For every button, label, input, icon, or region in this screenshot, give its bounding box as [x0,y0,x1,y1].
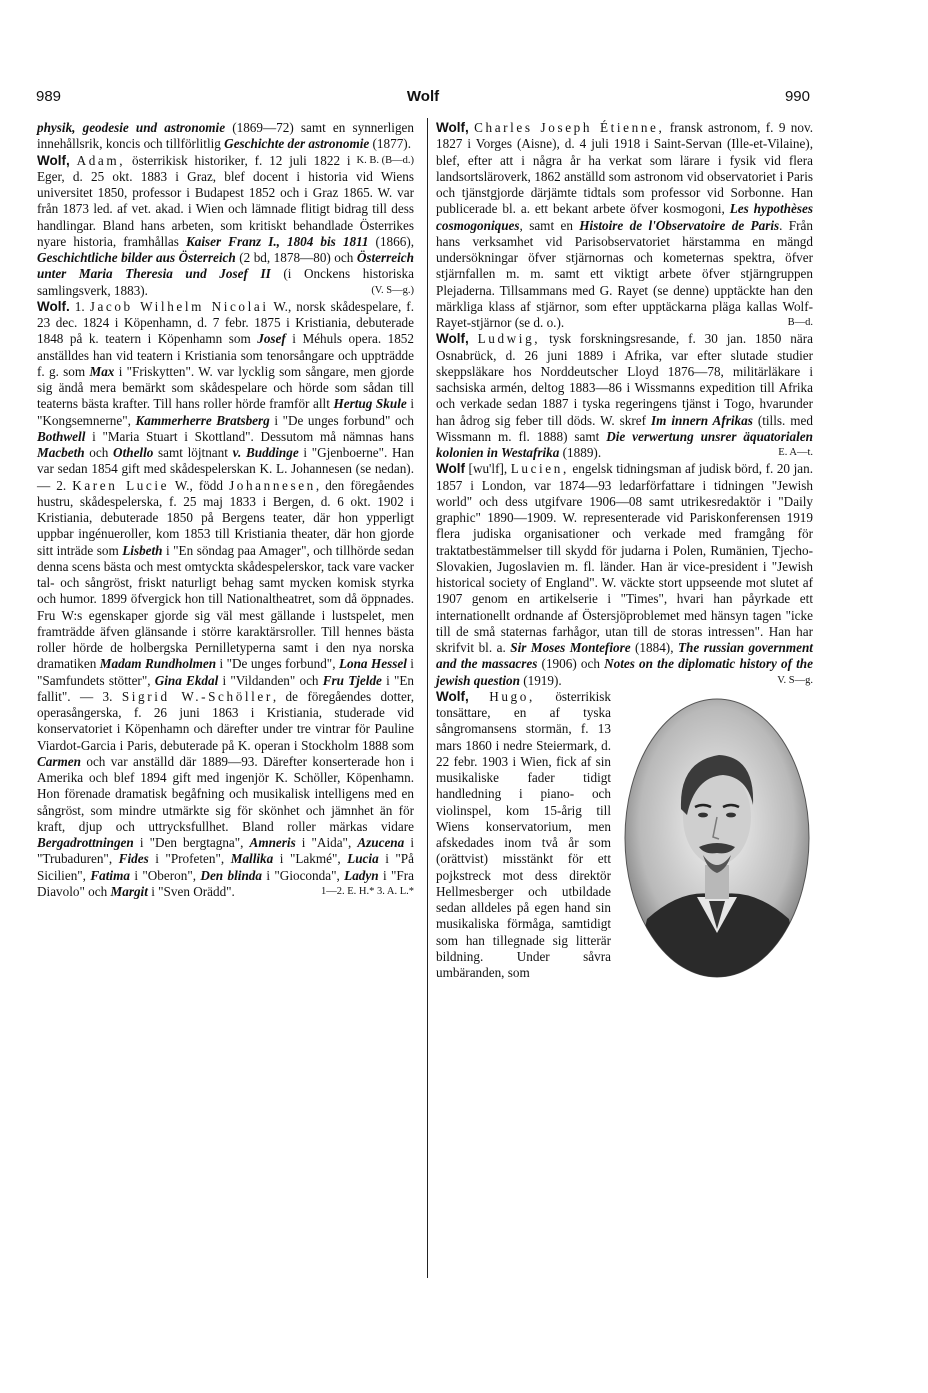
author-signature: V. S—g. [777,674,813,686]
role-italic: Othello [113,445,154,460]
role-italic: Den blinda [200,867,262,883]
entry-text: österrikisk historiker, f. 12 juli 1822 i Eger, d. 25 okt. 1883 i Graz, blef docent i historia vid Wiens universitet 1850, professor i Budapest 1852 och i Graz 1865. W. var från 1873 led. af vet. akad. i Wien och lämnade flitigt bidrag till dess handlingar. Bland hans arbeten, som kritiskt behandlade Österrikes nyare historia, framhållas [37,152,414,249]
entry-text: i "De unges forbund" och [269,412,414,428]
entry-text: i "Kongsemnerne", [37,396,414,428]
entry-text: i "Samfundets stötter", [37,656,414,688]
person-name: Charles Joseph Étienne, [474,120,665,135]
headword: Wolf, [37,152,70,168]
role-italic: v. Buddinge [232,445,299,460]
role-italic: Hertug Skule [333,396,407,412]
author-signature: K. B. (B—d.) [356,154,414,166]
role-italic: Azucena [357,835,405,850]
left-column [37,120,414,900]
role-italic: Fatima [90,867,130,883]
entry-text: i "Vildanden" och [218,672,323,688]
headword: Wolf, [436,120,469,135]
page-header [36,88,810,108]
title-italic: The russian government and the massacres [436,640,813,672]
role-italic: Lucia [347,851,379,867]
title-italic: physik, geodesie und astronomie [37,120,226,135]
title-italic: Die verwertung unsrer äquatorialen kolonien in Westafrika [436,428,813,460]
entry-text: i "Lakmé", [273,851,348,867]
role-italic: Bothwell [37,428,86,444]
entry-text: i "Profeten", [148,851,231,867]
person-name: Ludwig, [477,331,541,347]
entry-ludwig-wolf [436,331,813,461]
role-italic: Max [89,363,115,379]
role-italic: Macbeth [37,445,85,460]
person-name: Johannesen [229,477,316,493]
entry-text: i "Aida", [295,835,358,850]
portrait-illustration [623,697,811,979]
entry-text: (1866), [368,233,415,249]
person-name: Lucien, [510,461,569,477]
headword: Wolf [436,461,465,477]
role-italic: Bergadrottningen [37,835,134,850]
headword: Wolf. [37,298,70,314]
person-name: Adam, [76,152,126,168]
entry-text: (tills. med Wissmann m. fl. 1888) samt [436,412,814,444]
entry-text: i "En fallit". — 3. [37,672,414,704]
portrait-image [619,695,815,982]
role-italic: Ladyn [344,867,379,883]
running-title: Wolf [406,88,440,105]
entry-text: fransk astronom, f. 9 nov. 1827 i Vorges (Aisne), d. 4 juli 1918 i Saint-Servan (Ille-et-Vilaine), blef, efter att i några år ha verkat som lärare i fysik vid flera landsortsläroverk, 1862 anställd som astronom vid observatoriet i Paris och tjänstgjorde därjämte tidtals som professor vid Sorbonne. Han publicerade bl. a. ett bekant arbete öfver kosmogoni, [436,120,814,217]
entry-text: , de föregåendes dotter, operasångerska, f. 26 juni 1863 i Kristiania, studerade vid konservatoriet i Köpenhamn och därefter under tre vintrar för Pauline Viardot-Garcia i Paris, debuterade på K. operan i Stockholm 1888 som [37,688,414,753]
author-signature: B—d. [787,317,813,328]
person-name: Hugo, [489,688,535,704]
title-italic: Sir Moses Montefiore [510,640,631,655]
entry-text: (1906) och [537,656,605,672]
role-italic: Madam Rundholmen [99,656,217,672]
person-name: Sigrid W.-Schöller [121,688,273,704]
entry-text: i "Gioconda", [261,867,345,883]
entry-text: i "På Sicilien", [37,851,414,883]
entry-text: i "En söndag paa Amager", och tillhörde sedan denna scens bästa och mest omtyckta skådespelerskor, tack vare vacker tal- och sångröst, friskt naturligt behag samt mycken komisk styrka och humor. 1899 öfvergick hon till Nationaltheatret, som då öppnades. Fru W:s egenskaper gjorde sig väl mest gällande i lustspelet, men framträdde äfven glänsande i större karaktärsroller. Till hennes bästa roller hörde de holbergska Pernilletyperna samt i den nya norska dramatiken [37,542,415,672]
entry-text: i "Trubaduren", [37,835,414,867]
role-italic: Josef [257,331,286,347]
entry-text: i Méhuls opera. 1852 anställdes han vid teatern i Kristiania som tenorsångare och uppträdde f. g. som [37,331,414,379]
title-italic: Les hypothèses cosmogoniques [436,201,813,233]
entry-hugo-wolf [436,689,813,982]
entry-text: i "De unges forbund", [216,656,339,672]
title-italic: Histoire de l'Observatoire de Paris [579,217,780,233]
entry-text: (1884), [630,640,678,655]
entry-text: och [84,445,114,460]
role-italic: Lona Hessel [338,656,407,672]
right-column [436,120,813,984]
author-signature: 1—2. E. H.* 3. A. L.* [320,885,414,897]
entry-text: och var anställd där 1889—93. Därefter konserterade hon i Amerika och blef 1894 gift med ingenjör K. Schöller, Köpenhamn. Hon förenade dramatisk begåfning och musikalisk intelligens med en sångröst, som mindre utmärkte sig för skönhet och jämnhet än för kraft, djup och uttrycksfullhet. Bland roller märkas vidare [37,753,414,834]
entry-text: 1. [69,298,90,314]
title-italic: Österreich unter Maria Theresia und Josef II [37,250,414,282]
entry-text: i "Maria Stuart i Skottland". Dessutom må nämnas hans [85,428,414,444]
entry-text: , den föregåendes hustru, skådespelerska, f. 25 maj 1833 i Bergen, d. 6 okt. 1902 i Kristiania, debuterade 1850 på Bergens teater, där hon ypperligt uppbar ingénueroller, kom 1853 till Kristiania theater, där hon gjorde sitt inträde som [37,477,415,558]
entry-charles-wolf [436,120,813,331]
entry-text: (i Onckens historiska samlingsverk, 1883). [37,266,414,298]
role-italic: Fru Tjelde [322,672,382,688]
title-italic: Geschichte der astronomie [224,136,370,152]
entry-text: österrikisk tonsättare, en af tyska sångromansens stormän, f. 13 mars 1860 i nedre Steiermark, d. 22 febr. 1903 i Wien, fick af sin musikaliske fader tidigt handledning i piano- och violinspel, kom 15-årig till Wiens konservatorium, men afskedades inom två år som (orättvist) misstänkt för ett pojkstreck mot dess direktör Hellmesberger och utbildade sedan alldeles på egen hand sin musikaliska förmåga, samtidigt som han tillegnade sig litterär bildning. Under såvra umbäranden, som [436,688,611,980]
pronunciation: [wu'lf], [465,461,511,477]
role-italic: Mallika [230,851,274,867]
role-italic: Amneris [249,835,296,850]
entry-text: i "Sven Orädd". [147,883,235,899]
role-italic: Margit [110,883,148,899]
entry-text: (1877). [369,136,411,152]
entry-text: i "Fra Diavolo" och [37,867,415,899]
entry-text: i "Oberon", [129,867,201,883]
headword: Wolf, [436,688,469,704]
entry-text: engelsk tidningsman af judisk börd, f. 20 jan. 1857 i London, var 1874—93 ledarförfattare i tidningen "Jewish world" och dess utgifvare 1906—08 samt utrikesredaktör i "Daily graphic" 1890—1909. W. representerade vid Pariskonferensen 1919 flera judiska organisationer och verkade med framgång för traktatbestämmelser till skydd för judarna i Polen, Rumänien, Tjecho-Slovakien, Jugoslavien m. fl. länder. Han är vice-president i "Jewish historical society of England". W. väckte stort uppseende mot slutet af 1907 genom en artikelserie i "Times", hvari han påyrkade ett internationellt ordnande af Östersjöproblemet med hänsyn tagen "icke till de små staternas farhågor, utan till de storas intressen". Han har skrifvit bl. a. [436,461,813,655]
entry-lucien-wolf [436,461,813,689]
person-name: Jacob Wilhelm Nicolai [89,298,269,314]
headword: Wolf, [436,331,469,347]
entry-text: samt löjtnant [153,445,233,460]
entry-text: , samt en [519,217,580,233]
page-number-right: 990 [784,88,810,105]
entry-wolf-family [37,299,414,900]
role-italic: Lisbeth [122,542,163,558]
role-italic: Fides [118,851,149,867]
title-italic: Notes on the diplomatic history of the jewish question [436,656,813,688]
role-italic: Gina Ekdal [154,672,219,688]
entry-text: (1869—72) samt en synnerligen innehållsrik, koncis och tillförlitlig [37,120,415,152]
author-signature: E. A—t. [778,447,813,458]
entry-text: i "Friskytten". W. var lycklig som sångare, men gjorde sig ändå mera bemärkt som skådespelare och hörde som sådan till teaterns bästa krafter. Till hans roller hörde framför allt [37,363,415,412]
title-italic: Kaiser Franz I., 1804 bis 1811 [185,233,369,249]
title-italic: Geschichtliche bilder aus Österreich [37,250,236,265]
entry-text: W., född [169,477,230,493]
column-divider [427,118,428,1278]
title-italic: Im innern Afrikas [651,412,753,428]
entry-text: W., norsk skådespelare, f. 23 dec. 1824 i Köpenhamn, d. 7 febr. 1875 i Kristiania, debuterade 1848 på k. teatern i Köpenhamn som [37,298,414,347]
entry-text: i "Gjenboerne". Han var sedan 1854 gift med skådespelerskan K. L. Johannesen (se nedan). — 2. [37,445,414,493]
entry-text: (2 bd, 1878—80) och [235,250,357,265]
entry-text: (1919). [519,672,562,688]
entry-text: (1889). [559,445,602,460]
author-signature: (V. S—g.) [371,284,414,296]
entry-text: i "Den bergtagna", [133,835,250,850]
role-italic: Carmen [37,753,81,769]
entry-text: . Från hans verksamhet vid Parisobservatoriet härstamma en mängd undersökningar öfver stjärnornas och kometernas spektra, öfver stjärnfallen m. m. samt ett viktigt arbete öfver stjärngruppen Plejaderna. Tillsammans med G. Rayet (se denne) upptäckte han den märkliga klass af stjärnor, som efter upptäckarna pläga kallas Wolf-Rayet-stjärnor (se d. o.). [436,217,813,330]
entry-adam-wolf [37,153,414,299]
role-italic: Kammerherre Bratsberg [135,412,270,428]
person-name: Karen Lucie [72,477,170,493]
entry-text: tysk forskningsresande, f. 30 jan. 1850 nära Osnabrück, d. 26 juni 1889 i Afrika, var efter slutade studier skeppsläkare hos Norddeutscher Lloyd 1876—78, militärläkare i sachsiska armén, deltog 1883—86 i Wissmanns expedition till Afrika och verkade sedan 1887 i tyska regeringens tjänst i Togo, hvarunder han ådrog sig feber till döds. W. skref [436,331,813,428]
page-number-left: 989 [36,88,62,105]
